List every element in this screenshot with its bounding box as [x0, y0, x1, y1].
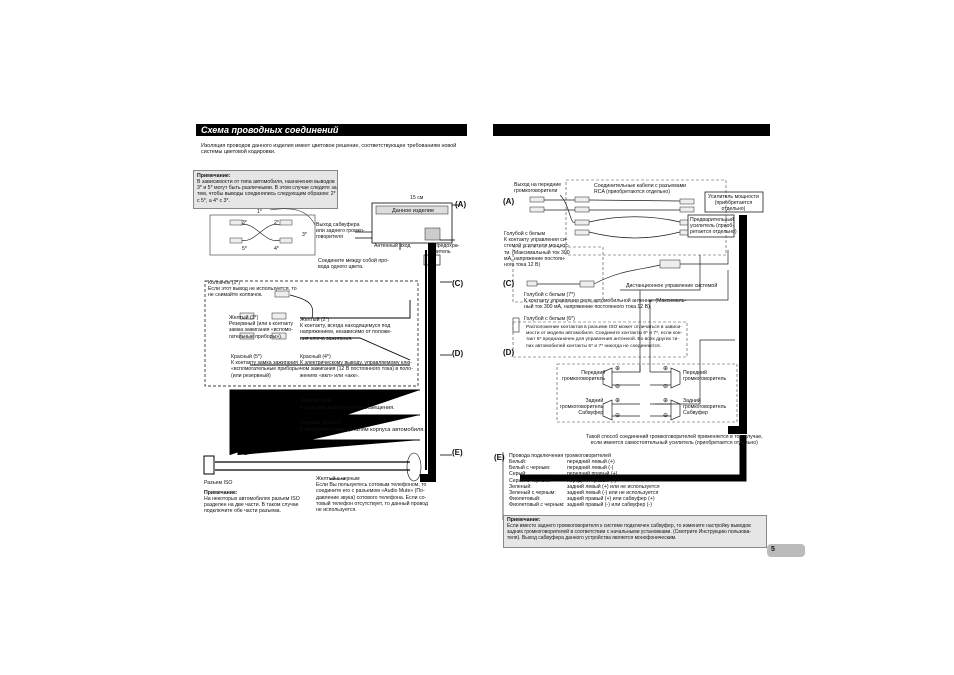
rear-sub-right-label: Задний громкоговоритель Сабвуфер	[683, 398, 727, 417]
wire-use: задний левый (-) или не используется	[567, 489, 659, 496]
wire-use: передний левый (-)	[567, 465, 614, 472]
minus-sign-2: ⊖	[663, 384, 669, 390]
marker-d-left: (D)	[452, 349, 464, 358]
connector-num-5: 5*	[242, 246, 247, 252]
marker-e-right: (E)	[494, 453, 505, 462]
wire-color: Зеленый:	[509, 483, 532, 490]
wire-color: Белый:	[509, 459, 527, 465]
front-speaker-right-label: Передний громкоговоритель	[683, 370, 727, 383]
blue-white-1-label: Голубой с белым К контакту управления си- стемой усилителя мощнос- ти. (Максимальный ток 300 мА, напряжение постоян- ного тока 12 В)	[504, 231, 570, 269]
connector-num-1: 1*	[257, 209, 262, 215]
cable-length: 15 см	[410, 195, 424, 201]
page-number-tab	[767, 544, 805, 557]
note-bottom-box	[503, 515, 767, 548]
iso-pin-note: Расположение контактов в разъеме ISO может отличаться в зависи- мости от модели автомобиля. Соедините контакты 6* и 7*, если кон- такт 5* предназначен для управления антенной. Во всех других ти- пах автомобилей контакты 6* и 7* никогда не соединяются.	[526, 325, 683, 349]
front-out-label: Выход на передние громкоговорители	[514, 182, 562, 195]
plus-sign-3: ⊕	[615, 398, 621, 404]
yellow2-text: Желтый (2*) К контакту, всегда находящемуся под напряжением, независимо от положе- ния ключа зажигания.	[300, 317, 392, 342]
wire-color: Зеленый с черным:	[509, 489, 556, 496]
intro-text: Изоляция проводов данного изделия имеет цветовое решение, соответствующее требованиям новой системы цветовой кодировки.	[201, 143, 457, 156]
marker-a-left: (A)	[455, 200, 467, 209]
blue-white-6-label: Голубой с белым (6*)	[524, 316, 575, 322]
wire-use: передний правый (-)	[567, 477, 617, 484]
connector-num-2: 2*	[274, 220, 279, 226]
yellow3-text: Желтый (3*) Резервный (или к контакту замка зажигания «вспомо- гательные приборы»).	[229, 315, 294, 340]
minus-sign-4: ⊖	[663, 413, 669, 419]
plus-sign-4: ⊕	[663, 398, 669, 404]
wire-color-list	[509, 459, 709, 509]
wire-color: Серый:	[509, 471, 527, 478]
wire-use: передний правый (+)	[567, 471, 618, 478]
wire-use: передний левый (+)	[567, 459, 615, 465]
red4-text: Красный (4*) К электрическому выводу, управляемому клю- чом зажигания (12 В постоянного тока) в поло- жениях «вкл» или «акк».	[300, 354, 413, 379]
note-iso-heading: Примечание:	[204, 490, 238, 496]
connector-num-4: 4*	[274, 246, 279, 252]
minus-sign-1: ⊖	[615, 384, 621, 390]
red5-text: Красный (5*) К контакту замка зажигания «вспомогательные приборы» (или резервный)	[231, 354, 302, 379]
wire-color: Белый с черным:	[509, 465, 551, 472]
note-bottom-heading: Примечание:	[507, 517, 541, 523]
connector-num-3a: 3*	[242, 220, 247, 226]
page-number: 5	[771, 546, 775, 553]
marker-e-left: (E)	[452, 448, 463, 457]
left-page-title: Схема проводных соединений	[196, 124, 467, 136]
yellow-black-text: Желтый с черным Если Вы пользуетесь сотовым телефоном, то соедините его с разъемом «Audio Mute» (По- давление звука) сотового телефона. Если со- товый телефон отсутствует, то данный провод не используется.	[316, 476, 428, 514]
same-color-note: Соедините между собой про- вода одного цвета.	[318, 258, 389, 271]
orange-text: Оранжевый К разъему выключателя освещения.	[300, 398, 395, 411]
fuse-label: Предохра- нитель	[434, 243, 460, 256]
iso-label: Разъем ISO	[204, 480, 233, 486]
marker-c-left: (C)	[452, 279, 464, 288]
rca-cables-label: Соединительные кабели с разъемами RCA (приобретаются отдельно)	[594, 183, 687, 196]
blue-white-7-label: Голубой с белым (7*) К контакту управления реле автомобильной антенны. (Максималь- ный ток 300 мА, напряжение постоянного тока 12 В).	[524, 292, 687, 311]
wire-use: задний правый (+) или сабвуфер (+)	[567, 496, 655, 503]
antenna-jack-label: Антенный вход	[374, 243, 411, 249]
plus-sign-2: ⊕	[663, 366, 669, 372]
plus-sign-1: ⊕	[615, 366, 621, 372]
preamp-label: Предварительный усилитель (приоб- ретается отдельно)	[690, 217, 737, 236]
wire-color: Серый с черным:	[509, 477, 551, 484]
connection-note: Такой способ соединений громкоговорителей применяется в том случае, если имеется самостоятельный усилитель (приобретается отдельно)	[586, 434, 763, 447]
note-top-body: В зависимости от типа автомобиля, назначения выводов 3* и 5* могут быть различными. В этом случае следите за тем, чтобы выводы соединялись следующим образом: 2* с 5*, а 4* с 3*.	[197, 179, 337, 204]
note-top-heading: Примечание:	[197, 173, 231, 179]
note-bottom-body: Если вместо заднего громкоговорителя к системе подключен сабвуфер, то измените настройку выводов задних громкоговорителей в соответствии с начальными установками. (Смотрите Инструкцию пользова- теля). Выход сабвуфера данного устройства является монофоническим.	[507, 523, 752, 542]
note-iso-body: На некоторых автомобилях разъем ISO разделен на две части. В таком случае подключите обе части разъема.	[204, 496, 300, 515]
wire-use: задний правый (-) или сабвуфер (-)	[567, 502, 652, 509]
wire-color: Фиолетовый:	[509, 496, 541, 503]
wires-heading: Провода подключения громкоговорителей	[509, 453, 611, 459]
marker-a-right: (A)	[503, 197, 515, 206]
wire-color: Фиолетовый с черным:	[509, 502, 565, 509]
remote-control-label: Дистанционное управление системой	[626, 283, 718, 289]
wire-use: задний левый (+) или не используется	[567, 483, 660, 490]
black-text: Черный (масса) К металлическим деталям корпуса автомобиля.	[300, 420, 425, 433]
marker-c-right: (C)	[503, 279, 515, 288]
wire-row	[509, 502, 709, 508]
cap-text: Колпачок (1*) Если этот вывод не используется, то не снимайте колпачок.	[208, 280, 297, 299]
unit-label: Данное изделие	[392, 208, 435, 214]
marker-d-right: (D)	[503, 348, 515, 357]
minus-sign-3: ⊖	[615, 413, 621, 419]
connector-num-3b: 3*	[302, 232, 307, 238]
rear-sub-left-label: Задний громкоговоритель Сабвуфер	[560, 398, 604, 417]
subwoofer-out-label: Выход сабвуфера или заднего громко- говорителя	[316, 222, 365, 241]
power-amp-label: Усилитель мощности (приобретается отдельно)	[708, 194, 759, 213]
front-speaker-left-label: Передний громкоговоритель	[562, 370, 606, 383]
